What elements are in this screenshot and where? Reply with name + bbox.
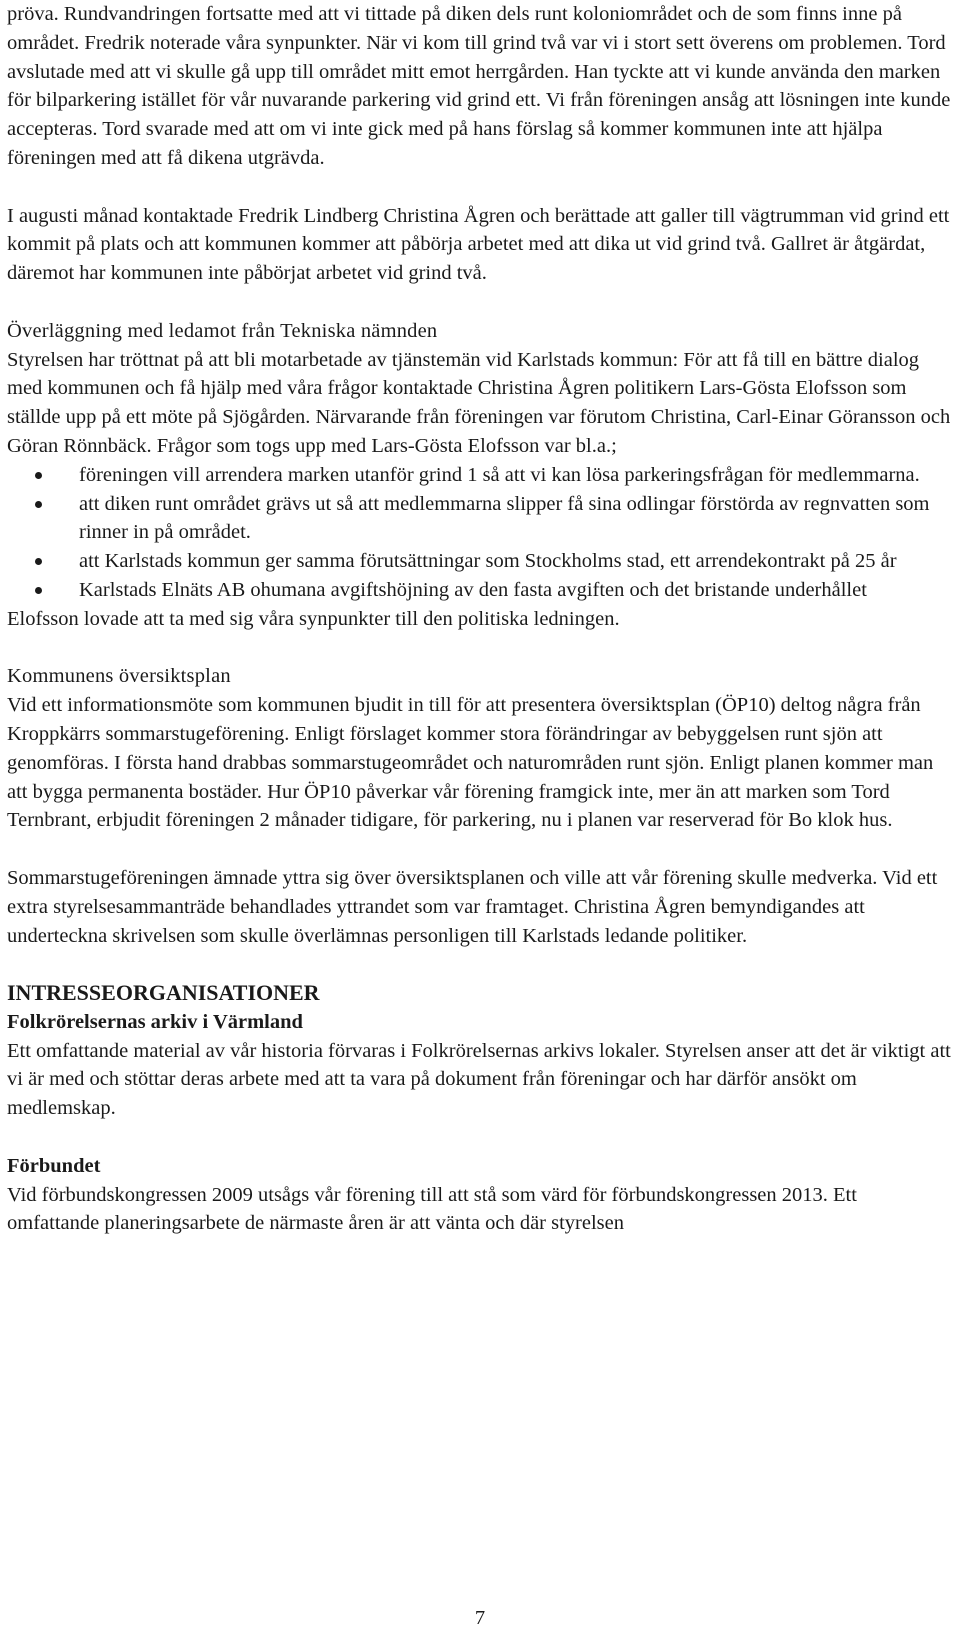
bullet-text: Karlstads Elnäts AB ohumana avgiftshöjning av den fasta avgiften och det bristande underhållet [79,578,867,601]
paragraph-sommarstugeforeningen: Sommarstugeföreningen ämnade yttra sig över översiktsplanen och ville att vår förening skulle medverka. Vid ett extra styrelsesammanträde behandlades yttrandet som var framtaget. Christina Ågren bemyndigandes att underteckna skrivelsen som skulle överlämnas personligen till Karlstads ledande politiker. [7,866,938,947]
paragraph-informationsmote: Vid ett informationsmöte som kommunen bjudit in till för att presentera översiktsplan (ÖP10) deltog några från Kroppkärrs sommarstugeförening. Enligt förslaget kommer stora förändringar av bebyggelsen runt sjön att genomföras. I första hand drabbas sommarstugeområdet och naturområden runt sjön. Enligt planen kommer man att bygga permanenta bostäder. Hur ÖP10 påverkar vår förening framgick inte, mer än att marken som Tord Ternbrant, erbjudit föreningen 2 månader tidigare, för parkering, nu i planen var reserverad för Bo klok hus. [7,694,934,832]
bullet-item [7,547,953,576]
paragraph-styrelsen: Styrelsen har tröttnat på att bli motarbetade av tjänstemän vid Karlstads kommun: För att få till en bättre dialog med kommunen och få hjälp med våra frågor kontaktade Christina Ågren politikern Lars-Gösta Elofsson som ställde upp på ett möte på Sjögården. Närvarande från föreningen var förutom Christina, Carl-Einar Göransson och Göran Rönnbäck. Frågor som togs upp med Lars-Gösta Elofsson var bl.a.; [7,348,951,457]
spacer [7,950,953,979]
bullet-icon [35,558,42,565]
document-page [7,0,953,1629]
paragraph-elofsson: Elofsson lovade att ta med sig våra synpunkter till den politiska ledningen. [7,607,620,630]
heading-overlaggning: Överläggning med ledamot från Tekniska nämnden [7,319,438,342]
bullet-list [7,461,953,605]
paragraph-arkiv: Ett omfattande material av vår historia förvaras i Folkrörelsernas arkivs lokaler. Styrelsen anser att det är viktigt att vi är med och stöttar deras arbete med att ta vara på dokument från föreningar och har därför ansökt om medlemskap. [7,1039,951,1120]
spacer [7,835,953,864]
bullet-text: att diken runt området grävs ut så att medlemmarna slipper få sina odlingar förstörda av regnvatten som rinner in på området. [79,492,930,544]
bullet-text: att Karlstads kommun ger samma förutsättningar som Stockholms stad, ett arrendekontrakt på 25 år [79,550,897,573]
spacer [7,1123,953,1152]
spacer [7,288,953,317]
heading-oversiktsplan: Kommunens översiktsplan [7,665,231,688]
spacer [7,634,953,663]
bullet-text: föreningen vill arrendera marken utanför grind 1 så att vi kan lösa parkeringsfrågan för medlemmarna. [79,463,920,486]
heading-forbundet: Förbundet [7,1154,101,1177]
bullet-icon [35,472,42,479]
paragraph-rundvandring: pröva. Rundvandringen fortsatte med att vi tittade på diken dels runt koloniområdet och de som finns inne på området. Fredrik noterade våra synpunkter. När vi kom till grind två var vi i stort sett överens om problemen. Tord avslutade med att vi skulle gå upp till området mitt emot herrgården. Han tyckte att vi kunde använda den marken för bilparkering istället för vår nuvarande parkering vid grind ett. Vi från föreningen ansåg att lösningen inte kunde accepteras. Tord svarade med att om vi inte gick med på hans förslag så kommer kommunen inte att hjälpa föreningen med att få dikena utgrävda. [7,3,951,169]
bullet-item [7,576,953,605]
page-number: 7 [474,1607,486,1629]
paragraph-augusti: I augusti månad kontaktade Fredrik Lindberg Christina Ågren och berättade att galler till vägtrumman vid grind ett kommit på plats och att kommunen kommer att påbörja arbetet med att dika ut vid grind två. Gallret är åtgärdat, däremot har kommunen inte påbörjat arbetet vid grind två. [7,204,950,285]
bullet-icon [35,501,42,508]
spacer [7,173,953,202]
bullet-icon [35,587,42,594]
bullet-item [7,490,953,548]
paragraph-forbundskongressen: Vid förbundskongressen 2009 utsågs vår förening till att stå som värd för förbundskongressen 2013. Ett omfattande planeringsarbete de närmaste åren är att vänta och där styrelsen [7,1183,857,1235]
bullet-item [7,461,953,490]
heading-intresseorganisationer: INTRESSEORGANISATIONER [7,980,320,1006]
heading-folkrorelsernas-arkiv: Folkrörelsernas arkiv i Värmland [7,1010,303,1033]
